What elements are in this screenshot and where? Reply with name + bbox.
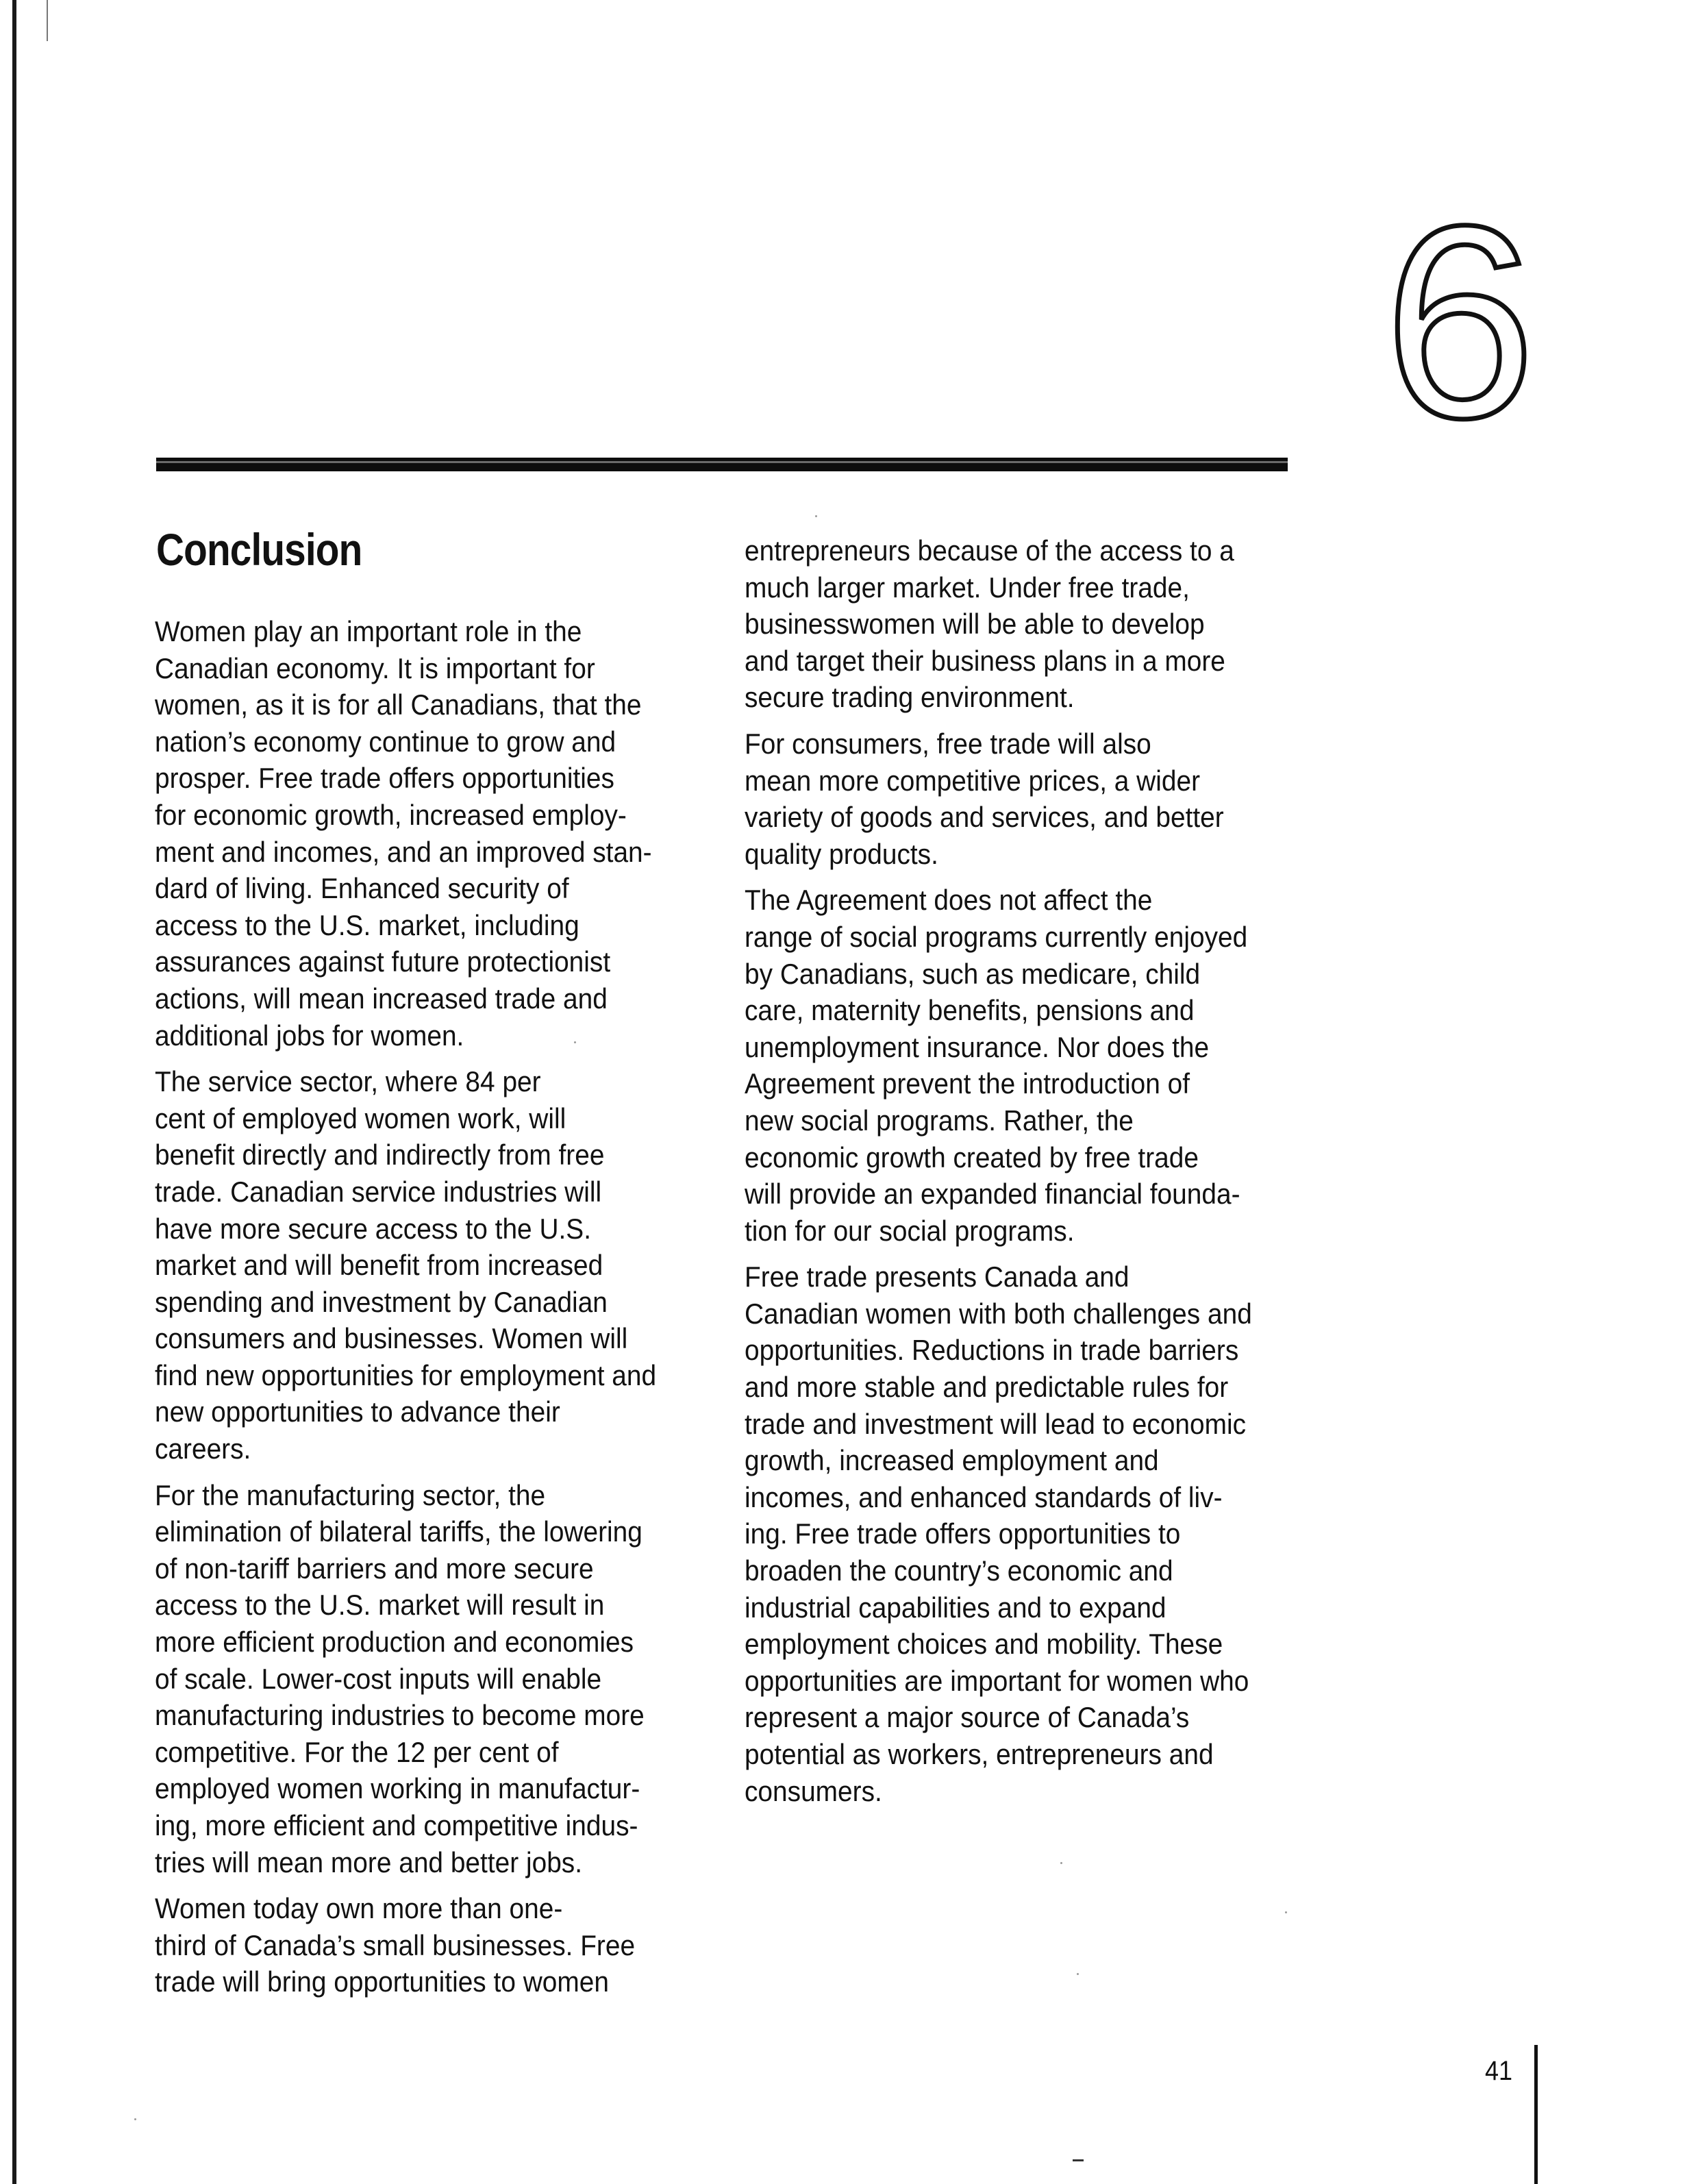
scan-speck [134,2118,136,2120]
page-edge-line [1534,2045,1538,2184]
section-heading: Conclusion [156,524,362,575]
left-text-column [155,613,764,2000]
paragraph: The Agreement does not affect the range of social programs currently enjoyed by Canadians, such as medicare, child care, maternity benefits, pensions and unemployment insurance. Nor does the Agreement prevent the introduction of new social programs. Rather, the economic growth created by free trade will provide an expanded financial founda- tion for our social programs. [745,884,1248,1247]
paragraph: Free trade presents Canada and Canadian women with both challenges and opportunities. Reductions in trade barriers and more stable and predictable rules for trade and investment will lead to economic growth, increased employment and incomes, and enhanced standards of liv- ing. Free trade offers opportunities to broaden the country’s economic and industrial capabilities and to expand employment choices and mobility. These opportunities are important for women who represent a major source of Canada’s potential as workers, entrepreneurs and consumers. [745,1261,1252,1807]
page-number: 41 [1485,2056,1513,2086]
heading-rule [156,458,1288,471]
scan-speck [1077,1973,1079,1975]
right-text-column [745,532,1354,1809]
scan-speck [574,1041,576,1043]
scan-speck [1285,1911,1287,1913]
paragraph: The service sector, where 84 per cent of employed women work, will benefit directly and indirectly from free trade. Canadian service industries will have more secure access to the U.S. market and will benefit from increased spending and investment by Canadian consumers and businesses. Women will find new opportunities for employment and new opportunities to advance their careers. [155,1065,657,1465]
paragraph: entrepreneurs because of the access to a much larger market. Under free trade, businesswomen will be able to develop and target their business plans in a more secure trading environment. [745,534,1234,714]
paragraph: For consumers, free trade will also mean more competitive prices, a wider variety of goods and services, and better quality products. [745,727,1224,870]
chapter-number: 6 [1384,169,1536,475]
paragraph: Women play an important role in the Canadian economy. It is important for women, as it is for all Canadians, that the nation’s economy continue to grow and prosper. Free trade offers opportunities for economic growth, increased employ- ment and incomes, and an improved stan- dard of living. Enhanced security of access to the U.S. market, including assurances against future protectionist actions, will mean increased trade and additional jobs for women. [155,615,652,1052]
scan-speck [815,515,817,517]
binding-edge-line [12,0,16,2184]
scan-mark [1073,2159,1084,2161]
scan-speck [1060,1862,1062,1864]
scan-mark [47,0,48,41]
paragraph: For the manufacturing sector, the elimination of bilateral tariffs, the lowering of non-tariff barriers and more secure access to the U.S. market will result in more efficient production and economies of scale. Lower-cost inputs will enable manufacturing industries to become more competitive. For the 12 per cent of employed women working in manufactur- ing, more efficient and competitive indus- tries will mean more and better jobs. [155,1478,645,1878]
paragraph: Women today own more than one- third of Canada’s small businesses. Free trade will bring opportunities to women [155,1892,636,1998]
